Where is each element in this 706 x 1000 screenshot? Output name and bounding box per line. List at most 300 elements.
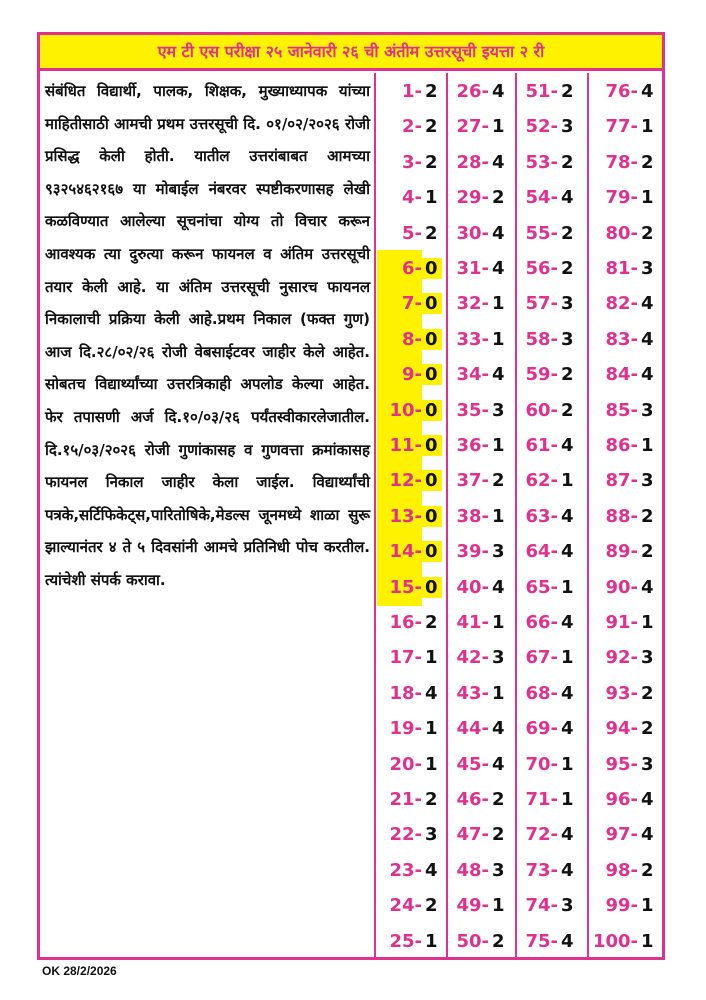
answer-value: 2 <box>641 718 654 740</box>
answer-cell <box>449 108 509 145</box>
question-number: 77- <box>605 116 638 138</box>
answer-cell <box>518 604 578 641</box>
question-number: 79- <box>605 187 638 209</box>
question-number: 82- <box>605 293 638 315</box>
answer-value: 1 <box>492 895 505 917</box>
answer-value: 2 <box>492 824 505 846</box>
question-number: 8- <box>377 321 422 358</box>
answer-cell <box>590 533 658 570</box>
question-number: 3- <box>402 151 422 173</box>
answer-value: 1 <box>641 116 654 138</box>
answer-value: 4 <box>492 753 505 775</box>
answer-value: 4 <box>492 222 505 244</box>
answer-value: 4 <box>561 187 574 209</box>
question-number: 60- <box>525 399 558 421</box>
question-number: 13- <box>377 498 422 535</box>
question-number: 88- <box>605 505 638 527</box>
answer-value: 0 <box>422 577 442 598</box>
answer-cell <box>377 179 442 216</box>
question-number: 37- <box>456 470 489 492</box>
answer-value: 2 <box>492 930 505 952</box>
question-number: 52- <box>525 116 558 138</box>
answer-cell <box>449 462 509 499</box>
question-number: 17- <box>389 647 422 669</box>
answer-cell <box>518 356 578 393</box>
question-number: 32- <box>456 293 489 315</box>
answer-cell <box>377 604 442 641</box>
notice-paragraph: संबंधित विद्यार्थी, पालक, शिक्षक, मुख्याध्यापक यांच्या माहितीसाठी आमची प्रथम उत्तरसूची दि. ०१/०२/२०२६ रोजी प्रसिद्ध केली होती. यातील उत्तरांबाबत आमच्या ९३२५४६२१६७ या मोबाईल नंबरवर स्पष्टीकरणासह लेखी कळविण्यात आलेल्या सूचनांचा योग्य तो विचार करून आवश्यक त्या दुरुत्या करून फायनल व अंतिम उत्तरसूची तयार केली आहे. या अंतिम उत्तरसूची नुसारच फायनल निकालाची प्रक्रिया केली आहे.प्रथम निकाल (फक्त गुण) आज दि.२८/०२/२६ रोजी वेबसाईटवर जाहीर केले आहेत. सोबतच विद्यार्थ्यांच्या उत्तरत्रिकाही अपलोड केल्या आहेत. फेर तपासणी अर्ज दि.१०/०३/२६ पर्यंतस्वीकारलेजातील. दि.१५/०३/२०२६ रोजी गुणांकासह व गुणवत्ता क्रमांकासह फायनल निकाल जाहीर केला जाईल. विद्यार्थ्यांची पत्रके,सर्टिफिकेट्स,पारितोषिके,मेडल्स जूनमध्ये शाळा सुरू झाल्यानंतर ४ ते ५ दिवसांनी आमचे प्रतिनिधी पोच करतील. त्यांचेशी संपर्क करावा. <box>45 82 370 589</box>
answer-cell <box>377 852 442 889</box>
question-number: 15- <box>377 569 422 606</box>
answer-cell <box>449 179 509 216</box>
answer-cell <box>377 73 442 110</box>
answer-value: 2 <box>425 222 438 244</box>
question-number: 44- <box>456 718 489 740</box>
answer-value: 0 <box>422 400 442 421</box>
answer-value: 4 <box>641 364 654 386</box>
notice-text-block <box>45 75 370 597</box>
answer-cell <box>518 923 578 960</box>
answer-cell <box>449 816 509 853</box>
answer-value: 1 <box>641 930 654 952</box>
answer-cell <box>518 427 578 464</box>
answer-value: 4 <box>492 81 505 102</box>
answer-value: 0 <box>422 329 442 350</box>
question-number: 66- <box>525 612 558 633</box>
answer-cell <box>377 427 442 464</box>
question-number: 46- <box>456 789 489 810</box>
question-number: 36- <box>456 435 489 456</box>
answer-value: 1 <box>425 930 438 952</box>
answer-value: 1 <box>561 470 574 492</box>
answer-value: 3 <box>641 258 654 279</box>
answer-cell <box>590 887 658 924</box>
question-number: 38- <box>456 505 489 527</box>
answer-value: 2 <box>641 151 654 173</box>
answer-cell <box>590 781 658 818</box>
answer-value: 1 <box>492 435 505 456</box>
answer-value: 2 <box>492 470 505 492</box>
answer-cell <box>590 392 658 429</box>
answer-cell <box>518 533 578 570</box>
question-number: 57- <box>525 293 558 315</box>
answer-value: 1 <box>425 753 438 775</box>
answer-value: 0 <box>422 435 442 456</box>
answer-cell <box>590 462 658 499</box>
answer-value: 1 <box>641 895 654 917</box>
answer-value: 1 <box>492 116 505 138</box>
question-number: 95- <box>605 753 638 775</box>
question-number: 6- <box>377 250 422 287</box>
answer-cell <box>377 250 442 287</box>
answer-cell <box>449 285 509 322</box>
question-number: 68- <box>525 682 558 704</box>
answer-cell <box>590 604 658 641</box>
answer-value: 1 <box>492 682 505 704</box>
question-number: 71- <box>525 789 558 810</box>
question-number: 30- <box>456 222 489 244</box>
answer-value: 1 <box>492 328 505 350</box>
answer-value: 3 <box>492 647 505 669</box>
answer-value: 2 <box>641 682 654 704</box>
answer-cell <box>590 285 658 322</box>
answer-cell <box>590 356 658 393</box>
answer-value: 0 <box>422 470 442 491</box>
answer-value: 0 <box>422 506 442 527</box>
answer-cell <box>377 923 442 960</box>
question-number: 40- <box>456 576 489 598</box>
question-number: 92- <box>605 647 638 669</box>
answer-value: 1 <box>561 789 574 810</box>
answer-value: 2 <box>492 789 505 810</box>
answer-cell <box>449 675 509 712</box>
question-number: 10- <box>377 392 422 429</box>
answer-cell <box>449 852 509 889</box>
answer-value: 3 <box>641 399 654 421</box>
answer-cell <box>590 816 658 853</box>
answer-cell <box>590 215 658 252</box>
answer-value: 3 <box>561 116 574 138</box>
question-number: 84- <box>605 364 638 386</box>
question-number: 49- <box>456 895 489 917</box>
question-number: 48- <box>456 859 489 881</box>
question-number: 75- <box>525 930 558 952</box>
answer-cell <box>518 108 578 145</box>
question-number: 54- <box>525 187 558 209</box>
answer-cell <box>518 852 578 889</box>
answer-value: 4 <box>641 576 654 598</box>
answer-cell <box>518 392 578 429</box>
question-number: 62- <box>525 470 558 492</box>
question-number: 2- <box>402 116 422 138</box>
answer-cell <box>377 462 442 499</box>
answer-cell <box>518 73 578 110</box>
question-number: 50- <box>456 930 489 952</box>
answer-value: 2 <box>425 81 438 102</box>
answer-value: 2 <box>641 541 654 563</box>
answer-value: 4 <box>561 718 574 740</box>
answer-cell <box>449 710 509 747</box>
column-divider <box>446 73 448 957</box>
answer-key-frame <box>37 32 665 960</box>
question-number: 64- <box>525 541 558 563</box>
answer-value: 2 <box>641 859 654 881</box>
answer-cell <box>449 250 509 287</box>
answer-value: 2 <box>425 151 438 173</box>
answer-cell <box>518 569 578 606</box>
answer-value: 3 <box>492 541 505 563</box>
answer-value: 2 <box>425 789 438 810</box>
answer-value: 2 <box>492 187 505 209</box>
question-number: 12- <box>377 462 422 499</box>
question-number: 21- <box>389 789 422 810</box>
answer-value: 4 <box>492 364 505 386</box>
answer-value: 4 <box>561 824 574 846</box>
question-number: 99- <box>605 895 638 917</box>
answer-value: 2 <box>561 81 574 102</box>
question-number: 93- <box>605 682 638 704</box>
column-divider <box>515 73 517 957</box>
question-number: 90- <box>605 576 638 598</box>
answer-value: 4 <box>641 293 654 315</box>
answer-cell <box>449 639 509 676</box>
answer-value: 3 <box>492 859 505 881</box>
question-number: 27- <box>456 116 489 138</box>
answer-value: 4 <box>561 930 574 952</box>
answer-cell <box>590 569 658 606</box>
answer-cell <box>449 73 509 110</box>
question-number: 87- <box>605 470 638 492</box>
answer-value: 4 <box>641 81 654 102</box>
answer-value: 2 <box>641 505 654 527</box>
answer-cell <box>518 887 578 924</box>
question-number: 45- <box>456 753 489 775</box>
question-number: 100- <box>592 930 638 952</box>
answer-value: 4 <box>492 151 505 173</box>
question-number: 7- <box>377 285 422 322</box>
answer-value: 2 <box>561 258 574 279</box>
answer-cell <box>377 392 442 429</box>
answer-value: 4 <box>425 682 438 704</box>
question-number: 65- <box>525 576 558 598</box>
answer-value: 4 <box>492 258 505 279</box>
answer-value: 1 <box>425 718 438 740</box>
page-title: एम टी एस परीक्षा २५ जानेवारी २६ ची अंतीम उत्तरसूची इयत्ता २ री <box>40 35 662 71</box>
question-number: 72- <box>525 824 558 846</box>
answer-value: 4 <box>425 859 438 881</box>
answer-cell <box>590 427 658 464</box>
question-number: 85- <box>605 399 638 421</box>
question-number: 91- <box>605 612 638 633</box>
answer-value: 4 <box>561 682 574 704</box>
question-number: 26- <box>456 81 489 102</box>
answer-cell <box>518 781 578 818</box>
question-number: 35- <box>456 399 489 421</box>
answer-cell <box>377 108 442 145</box>
answer-cell <box>518 746 578 783</box>
question-number: 56- <box>525 258 558 279</box>
question-number: 86- <box>605 435 638 456</box>
answer-cell <box>590 710 658 747</box>
question-number: 28- <box>456 151 489 173</box>
question-number: 61- <box>525 435 558 456</box>
answer-cell <box>377 675 442 712</box>
answer-value: 4 <box>561 859 574 881</box>
question-number: 14- <box>377 533 422 570</box>
answer-cell <box>590 639 658 676</box>
question-number: 20- <box>389 753 422 775</box>
answer-value: 4 <box>561 435 574 456</box>
question-number: 98- <box>605 859 638 881</box>
answer-value: 1 <box>492 293 505 315</box>
answer-value: 4 <box>492 576 505 598</box>
answer-cell <box>449 427 509 464</box>
answer-value: 0 <box>422 258 442 279</box>
answer-value: 4 <box>492 718 505 740</box>
answer-value: 1 <box>561 753 574 775</box>
answer-cell <box>518 215 578 252</box>
answer-cell <box>377 816 442 853</box>
answer-cell <box>590 144 658 181</box>
answer-cell <box>377 356 442 393</box>
answer-cell <box>377 533 442 570</box>
answer-value: 3 <box>641 470 654 492</box>
question-number: 53- <box>525 151 558 173</box>
answer-cell <box>590 498 658 535</box>
answer-value: 3 <box>641 753 654 775</box>
answer-cell <box>377 781 442 818</box>
answer-value: 2 <box>561 151 574 173</box>
question-number: 23- <box>389 859 422 881</box>
answer-value: 3 <box>561 293 574 315</box>
answer-value: 0 <box>422 293 442 314</box>
column-divider <box>587 73 589 957</box>
answer-value: 3 <box>561 328 574 350</box>
question-number: 89- <box>605 541 638 563</box>
answer-cell <box>590 73 658 110</box>
answer-cell <box>377 285 442 322</box>
question-number: 41- <box>456 612 489 633</box>
question-number: 59- <box>525 364 558 386</box>
answer-value: 1 <box>561 647 574 669</box>
answer-value: 2 <box>425 116 438 138</box>
answer-cell <box>590 108 658 145</box>
answer-cell <box>449 321 509 358</box>
question-number: 1- <box>402 81 422 102</box>
question-number: 97- <box>605 824 638 846</box>
question-number: 43- <box>456 682 489 704</box>
footer-note: OK 28/2/2026 <box>42 964 117 978</box>
answer-cell <box>518 250 578 287</box>
question-number: 74- <box>525 895 558 917</box>
question-number: 34- <box>456 364 489 386</box>
question-number: 94- <box>605 718 638 740</box>
answer-value: 3 <box>641 647 654 669</box>
answer-value: 4 <box>641 789 654 810</box>
answer-cell <box>377 746 442 783</box>
answer-cell <box>449 533 509 570</box>
answer-cell <box>449 746 509 783</box>
answer-cell <box>449 604 509 641</box>
question-number: 18- <box>389 682 422 704</box>
answer-value: 1 <box>641 187 654 209</box>
answer-value: 1 <box>425 647 438 669</box>
answer-cell <box>377 710 442 747</box>
answer-cell <box>590 923 658 960</box>
question-number: 11- <box>377 427 422 464</box>
answer-cell <box>449 887 509 924</box>
question-number: 31- <box>456 258 489 279</box>
column-divider <box>374 73 376 957</box>
answer-cell <box>590 675 658 712</box>
answer-value: 1 <box>492 612 505 633</box>
answer-cell <box>449 569 509 606</box>
question-number: 78- <box>605 151 638 173</box>
question-number: 47- <box>456 824 489 846</box>
answer-cell <box>377 215 442 252</box>
question-number: 69- <box>525 718 558 740</box>
question-number: 25- <box>389 930 422 952</box>
answer-cell <box>377 887 442 924</box>
answer-value: 1 <box>641 612 654 633</box>
answer-value: 1 <box>492 505 505 527</box>
answer-value: 4 <box>561 612 574 633</box>
question-number: 29- <box>456 187 489 209</box>
question-number: 19- <box>389 718 422 740</box>
question-number: 39- <box>456 541 489 563</box>
answer-cell <box>518 816 578 853</box>
question-number: 81- <box>605 258 638 279</box>
answer-value: 3 <box>561 895 574 917</box>
answer-value: 1 <box>561 576 574 598</box>
question-number: 96- <box>605 789 638 810</box>
answer-cell <box>518 710 578 747</box>
answer-cell <box>518 179 578 216</box>
answer-cell <box>449 498 509 535</box>
question-number: 63- <box>525 505 558 527</box>
answer-cell <box>518 144 578 181</box>
question-number: 4- <box>402 187 422 209</box>
answer-value: 2 <box>561 222 574 244</box>
answer-cell <box>518 321 578 358</box>
answer-value: 1 <box>425 187 438 209</box>
answer-value: 2 <box>561 364 574 386</box>
question-number: 5- <box>402 222 422 244</box>
answer-cell <box>518 639 578 676</box>
answer-cell <box>449 392 509 429</box>
answer-value: 4 <box>561 505 574 527</box>
question-number: 24- <box>389 895 422 917</box>
question-number: 67- <box>525 647 558 669</box>
answer-value: 3 <box>492 399 505 421</box>
answer-cell <box>518 285 578 322</box>
answer-value: 2 <box>425 895 438 917</box>
answer-cell <box>518 675 578 712</box>
answer-cell <box>377 498 442 535</box>
answer-value: 2 <box>561 399 574 421</box>
answer-value: 0 <box>422 364 442 385</box>
answer-cell <box>590 746 658 783</box>
answer-cell <box>449 781 509 818</box>
question-number: 83- <box>605 328 638 350</box>
answer-cell <box>377 639 442 676</box>
answer-cell <box>590 250 658 287</box>
answer-cell <box>377 569 442 606</box>
answer-value: 2 <box>425 612 438 633</box>
question-number: 76- <box>605 81 638 102</box>
question-number: 22- <box>389 824 422 846</box>
answer-value: 2 <box>641 222 654 244</box>
question-number: 51- <box>525 81 558 102</box>
answer-cell <box>449 144 509 181</box>
question-number: 58- <box>525 328 558 350</box>
answer-value: 1 <box>641 435 654 456</box>
answer-cell <box>449 923 509 960</box>
question-number: 33- <box>456 328 489 350</box>
question-number: 9- <box>377 356 422 393</box>
question-number: 42- <box>456 647 489 669</box>
answer-value: 4 <box>641 824 654 846</box>
question-number: 16- <box>389 612 422 633</box>
answer-cell <box>590 321 658 358</box>
answer-cell <box>449 215 509 252</box>
answer-value: 0 <box>422 541 442 562</box>
question-number: 80- <box>605 222 638 244</box>
answer-value: 4 <box>561 541 574 563</box>
answer-cell <box>518 498 578 535</box>
answer-cell <box>377 321 442 358</box>
answer-cell <box>590 179 658 216</box>
